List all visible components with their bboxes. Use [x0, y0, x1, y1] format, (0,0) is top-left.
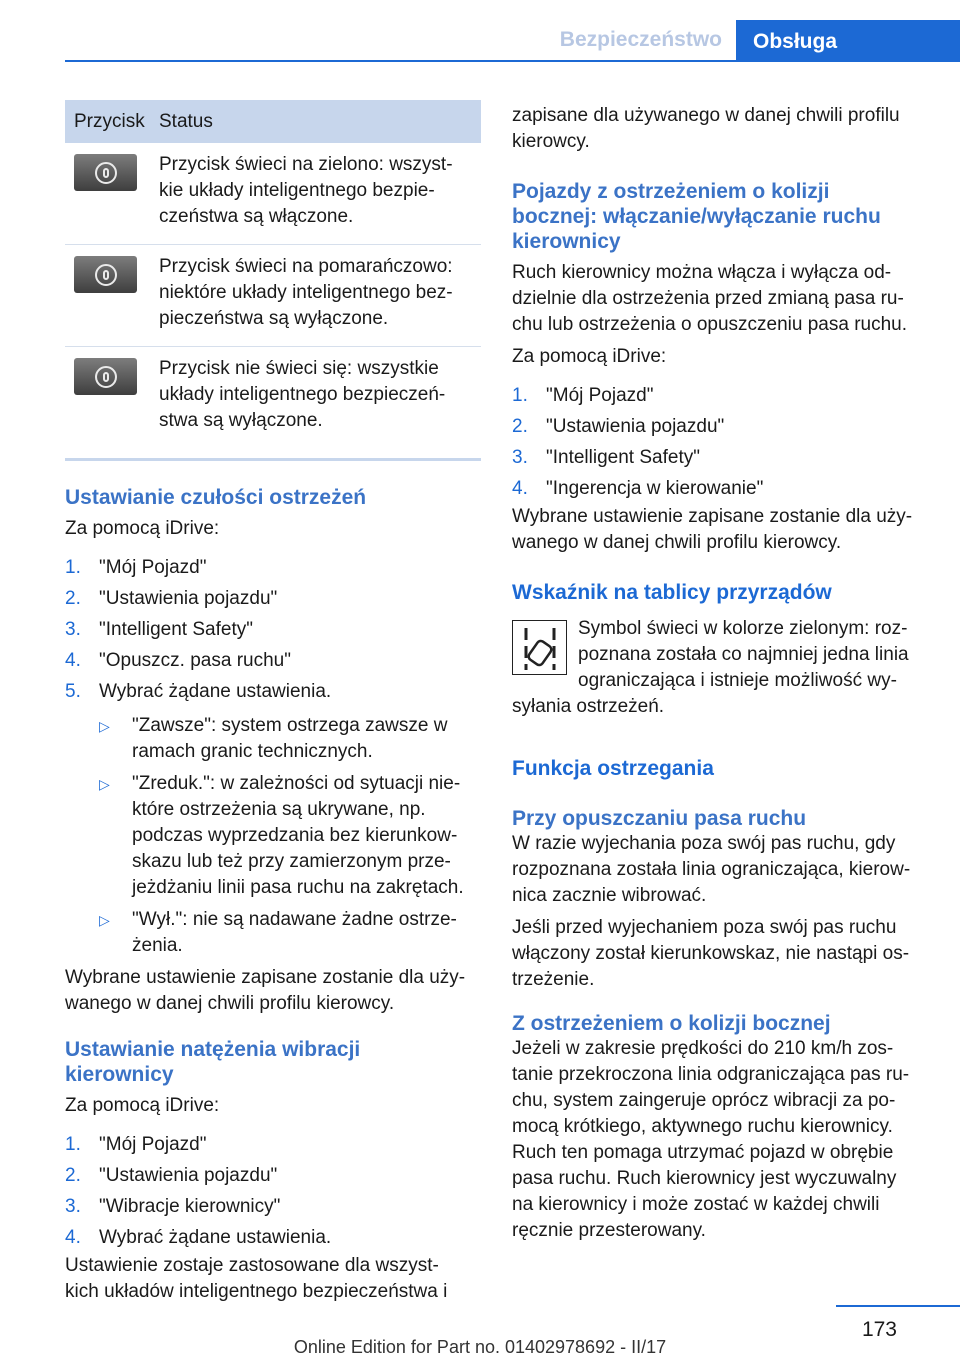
col-header-status: Status [159, 110, 213, 132]
list-item: 2. "Ustawienia pojazdu" [512, 416, 725, 437]
list-item: 2. "Ustawienia pojazdu" [65, 1165, 278, 1186]
lane-leave-heading: Przy opuszczaniu pasa ruchu [512, 807, 807, 830]
table-bottom-rule [65, 458, 481, 461]
right-column [512, 103, 928, 1244]
indicator-heading: Wskaźnik na tablicy przyrządów [512, 581, 832, 604]
table-row [65, 347, 481, 448]
table-row [65, 143, 481, 245]
list-item: 3. "Wibracje kierownicy" [65, 1196, 281, 1217]
lateral-note: Wybrane ustawienie zapisane zostanie dla uży- wanego w danej chwili profilu kierowcy. [512, 506, 913, 553]
header-rule [65, 60, 960, 62]
vibration-intro: Za pomocą iDrive: [65, 1095, 220, 1116]
header-tab: Obsługa [736, 20, 960, 62]
lateral-body: Ruch kierownicy można włącza i wyłącza od- dzielnie dla ostrzeżenia przed zmianą pasa ru- chu lub ostrzeżenia o opuszczeniu pasa ruchu. [512, 262, 908, 335]
lane-leave-text: W razie wyjechania poza swój pas ruchu, gdy rozpoznana została linia ograniczająca, kierow- nica zacznie wibrować. [512, 833, 911, 906]
list-item: 4. Wybrać żądane ustawienia. [65, 1227, 332, 1248]
indicator-text-line: ograniczająca i istnieje możliwość wy- [578, 670, 897, 691]
list-item: 5. Wybrać żądane ustawienia. [65, 681, 332, 702]
vibration-note: Ustawienie zostaje zastosowane dla wszyst- kich układów inteligentnego bezpieczeństwa i [65, 1255, 448, 1302]
vibration-heading: Ustawianie natężenia wibracji kierownicy [65, 1038, 361, 1086]
indicator-text-line: poznana została co najmniej jedna linia [578, 644, 909, 665]
side-collision-heading: Z ostrzeżeniem o kolizji bocznej [512, 1012, 831, 1035]
lateral-steering-heading: Pojazdy z ostrzeżeniem o kolizji bocznej: włączanie/wyłączanie ruchu kierownicy [512, 180, 881, 253]
triangle-bullet-icon: ▷ [99, 912, 110, 928]
status-table-header [65, 100, 481, 143]
status-text-line: stwa są wyłączone. [159, 410, 323, 431]
list-item: 4. "Ingerencja w kierowanie" [512, 478, 764, 499]
status-text-line: układy inteligentnego bezpieczeń- [159, 384, 446, 405]
sensitivity-intro: Za pomocą iDrive: [65, 518, 220, 539]
list-item: 1. "Mój Pojazd" [512, 385, 654, 406]
option-item: ▷ "Wył.": nie są nadawane żadne ostrze- żenia. [99, 909, 457, 956]
triangle-bullet-icon: ▷ [99, 718, 110, 734]
option-item: ▷ "Zreduk.": w zależności od sytuacji nie- które ostrzeżenia są ukrywane, np. podczas wyprzedzania bez kierunkow- skazu lub też przy zamierzonym prze- jeżdżaniu linii pasa ruchu na zakrętach. [99, 773, 464, 898]
sensitivity-options [65, 713, 481, 959]
lane-departure-warning-icon [512, 620, 567, 675]
status-text-line: pieczeństwa są wyłączone. [159, 308, 389, 329]
list-item: 1. "Mój Pojazd" [65, 1134, 207, 1155]
assist-button-off-icon [74, 358, 137, 395]
table-row [65, 245, 481, 347]
indicator-text-line: Symbol świeci w kolorze zielonym: roz- [578, 618, 908, 639]
sensitivity-steps [65, 552, 481, 707]
header-section-title: Bezpieczeństwo [559, 28, 722, 51]
vibration-steps [65, 1129, 481, 1253]
footer-edition: Online Edition for Part no. 01402978692 - II/17 [293, 1337, 667, 1357]
list-item: 4. "Opuszcz. pasa ruchu" [65, 650, 291, 671]
lateral-intro: Za pomocą iDrive: [512, 346, 667, 367]
list-item: 2. "Ustawienia pojazdu" [65, 588, 278, 609]
status-text-line: niektóre układy inteligentnego bez- [159, 282, 453, 303]
continued-text: zapisane dla używanego w danej chwili profilu kierowcy. [512, 105, 900, 152]
assist-button-orange-icon [74, 256, 137, 293]
indicator-block [512, 616, 928, 694]
status-text-line: Przycisk świeci na zielono: wszyst- [159, 154, 453, 175]
lateral-steps [512, 380, 928, 504]
sensitivity-note: Wybrane ustawienie zapisane zostanie dla uży- wanego w danej chwili profilu kierowcy. [65, 967, 466, 1014]
option-item: ▷ "Zawsze": system ostrzega zawsze w ramach granic technicznych. [99, 715, 448, 762]
status-text-line: kie układy inteligentnego bezpie- [159, 180, 435, 201]
sensitivity-heading: Ustawianie czułości ostrzeżeń [65, 486, 367, 509]
side-collision-text: Jeżeli w zakresie prędkości do 210 km/h zos- tanie przekroczona linia odgraniczająca pas ru- chu, system zaingeruje oprócz wibracji za po- mocą krótkiego, aktywnego ruchu kierownicy. Ruch ten pomaga utrzymać pojazd w obrębie pasa ruchu. Ruch kierownicy jest wyczuwalny na kierownicy i może zostać w każdej chwili ręcznie przesterowany. [512, 1038, 910, 1241]
assist-button-green-icon [74, 154, 137, 191]
turn-signal-text: Jeśli przed wyjechaniem poza swój pas ruchu włączony został kierunkowskaz, nie nastąpi os- trzeżenie. [512, 917, 910, 990]
status-text-line: Przycisk nie świeci się: wszystkie [159, 358, 439, 379]
triangle-bullet-icon: ▷ [99, 776, 110, 792]
status-text-line: czeństwa są włączone. [159, 206, 354, 227]
footer-rule [836, 1305, 960, 1307]
status-text-line: Przycisk świeci na pomarańczowo: [159, 256, 453, 277]
list-item: 1. "Mój Pojazd" [65, 557, 207, 578]
page-number: 173 [861, 1318, 897, 1341]
left-column [65, 100, 481, 1305]
warning-function-heading: Funkcja ostrzegania [512, 757, 714, 780]
col-header-button: Przycisk [74, 110, 145, 132]
indicator-text-end: syłania ostrzeżeń. [512, 696, 665, 717]
list-item: 3. "Intelligent Safety" [65, 619, 253, 640]
list-item: 3. "Intelligent Safety" [512, 447, 700, 468]
